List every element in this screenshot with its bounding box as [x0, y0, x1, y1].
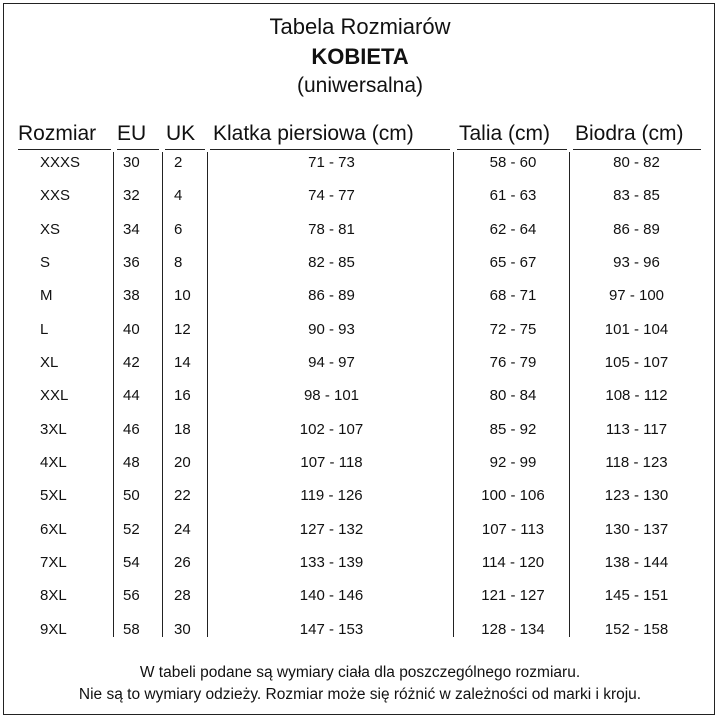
- cell-size: XXL: [40, 387, 69, 405]
- page-subtitle: KOBIETA: [311, 44, 409, 69]
- cell-waist: 72 - 75: [489, 320, 537, 338]
- cell-uk: 14: [174, 353, 191, 371]
- header-waist: Talia (cm): [459, 122, 551, 145]
- cell-waist: 85 - 92: [489, 420, 537, 438]
- cell-chest: 82 - 85: [308, 253, 355, 271]
- cell-eu: 38: [123, 287, 140, 305]
- table-row: [0, 619, 720, 652]
- cell-eu: 36: [123, 253, 140, 271]
- cell-uk: 4: [174, 187, 183, 205]
- cell-hip: 108 - 112: [605, 387, 668, 405]
- cell-uk: 18: [174, 420, 191, 438]
- cell-hip: 113 - 117: [605, 420, 668, 438]
- cell-uk: 10: [174, 287, 191, 305]
- table-row: [0, 352, 720, 385]
- cell-uk: 6: [174, 220, 183, 238]
- cell-uk: 12: [174, 320, 191, 338]
- header-chest: Klatka piersiowa (cm): [213, 122, 414, 145]
- cell-eu: 32: [123, 187, 140, 205]
- cell-chest: 94 - 97: [308, 353, 355, 371]
- table-row: [0, 152, 720, 185]
- cell-size: 3XL: [40, 420, 67, 438]
- cell-hip: 145 - 151: [604, 587, 669, 605]
- cell-uk: 8: [174, 253, 183, 271]
- header-uk: UK: [166, 122, 196, 145]
- cell-eu: 40: [123, 320, 140, 338]
- cell-chest: 133 - 139: [299, 553, 364, 571]
- header-underline: [457, 149, 567, 150]
- cell-chest: 102 - 107: [299, 420, 364, 438]
- footer-note-1: W tabeli podane są wymiary ciała dla poszczególnego rozmiaru.: [139, 664, 581, 681]
- footer-note-2: Nie są to wymiary odzieży. Rozmiar może się różnić w zależności od marki i kroju.: [78, 686, 642, 703]
- cell-uk: 22: [174, 487, 191, 505]
- cell-hip: 130 - 137: [604, 520, 669, 538]
- cell-hip: 138 - 144: [604, 553, 669, 571]
- cell-chest: 78 - 81: [308, 220, 355, 238]
- cell-chest: 71 - 73: [308, 154, 355, 171]
- table-row: [0, 285, 720, 318]
- cell-chest: 119 - 126: [300, 487, 363, 505]
- cell-eu: 54: [123, 553, 140, 571]
- cell-uk: 2: [174, 154, 183, 171]
- table-row: [0, 519, 720, 552]
- header-underline: [573, 149, 701, 150]
- cell-uk: 30: [174, 620, 191, 638]
- cell-size: 8XL: [40, 587, 67, 605]
- cell-hip: 83 - 85: [613, 187, 660, 205]
- cell-eu: 46: [123, 420, 140, 438]
- cell-uk: 20: [174, 453, 191, 471]
- cell-hip: 118 - 123: [605, 453, 668, 471]
- cell-waist: 80 - 84: [489, 387, 537, 405]
- header-underline: [210, 149, 450, 150]
- cell-hip: 105 - 107: [604, 353, 669, 371]
- cell-chest: 98 - 101: [303, 387, 360, 405]
- page-note: (uniwersalna): [296, 74, 424, 97]
- header-underline: [117, 149, 159, 150]
- cell-eu: 42: [123, 353, 140, 371]
- cell-uk: 24: [174, 520, 191, 538]
- size-table-body: [0, 152, 720, 652]
- cell-waist: 76 - 79: [489, 353, 537, 371]
- cell-chest: 140 - 146: [299, 587, 364, 605]
- table-row: [0, 385, 720, 418]
- cell-eu: 34: [123, 220, 140, 238]
- cell-hip: 123 - 130: [604, 487, 669, 505]
- cell-size: L: [40, 320, 49, 338]
- cell-chest: 74 - 77: [308, 187, 355, 205]
- cell-eu: 44: [123, 387, 140, 405]
- cell-waist: 92 - 99: [489, 453, 537, 471]
- cell-hip: 80 - 82: [613, 154, 660, 171]
- cell-size: XL: [40, 353, 59, 371]
- table-row: [0, 219, 720, 252]
- table-row: [0, 252, 720, 285]
- table-row: [0, 185, 720, 218]
- cell-uk: 28: [174, 587, 191, 605]
- cell-eu: 52: [123, 520, 140, 538]
- cell-waist: 68 - 71: [489, 287, 537, 305]
- cell-size: M: [40, 287, 53, 305]
- cell-waist: 65 - 67: [489, 253, 537, 271]
- cell-eu: 58: [123, 620, 140, 638]
- cell-waist: 107 - 113: [481, 520, 545, 538]
- table-row: [0, 585, 720, 618]
- cell-hip: 86 - 89: [613, 220, 660, 238]
- cell-chest: 107 - 118: [300, 453, 363, 471]
- cell-size: 9XL: [40, 620, 67, 638]
- table-row: [0, 452, 720, 485]
- cell-waist: 121 - 127: [481, 587, 545, 605]
- cell-waist: 100 - 106: [481, 487, 545, 505]
- cell-chest: 90 - 93: [308, 320, 355, 338]
- cell-eu: 48: [123, 453, 140, 471]
- cell-size: XS: [40, 220, 61, 238]
- cell-chest: 127 - 132: [299, 520, 364, 538]
- cell-size: XXXS: [40, 154, 81, 171]
- cell-chest: 147 - 153: [299, 620, 364, 638]
- table-row: [0, 319, 720, 352]
- cell-chest: 86 - 89: [308, 287, 355, 305]
- cell-waist: 128 - 134: [481, 620, 545, 638]
- cell-size: 7XL: [40, 553, 67, 571]
- header-eu: EU: [117, 122, 147, 145]
- cell-hip: 152 - 158: [604, 620, 669, 638]
- cell-eu: 56: [123, 587, 140, 605]
- cell-waist: 61 - 63: [489, 187, 537, 205]
- cell-size: 6XL: [40, 520, 67, 538]
- cell-waist: 114 - 120: [481, 553, 545, 571]
- page-title: Tabela Rozmiarów: [269, 14, 451, 39]
- cell-size: 5XL: [40, 487, 67, 505]
- table-row: [0, 485, 720, 518]
- cell-size: XXS: [40, 187, 71, 205]
- cell-hip: 101 - 104: [604, 320, 669, 338]
- cell-waist: 58 - 60: [489, 154, 537, 171]
- header-underline: [165, 149, 205, 150]
- cell-uk: 16: [174, 387, 191, 405]
- cell-size: 4XL: [40, 453, 67, 471]
- table-row: [0, 419, 720, 452]
- cell-uk: 26: [174, 553, 191, 571]
- cell-hip: 97 - 100: [608, 287, 665, 305]
- cell-waist: 62 - 64: [489, 220, 537, 238]
- table-row: [0, 552, 720, 585]
- cell-eu: 30: [123, 154, 140, 171]
- header-underline: [18, 149, 111, 150]
- cell-size: S: [40, 253, 51, 271]
- cell-eu: 50: [123, 487, 140, 505]
- header-hip: Biodra (cm): [575, 122, 684, 145]
- header-size: Rozmiar: [18, 122, 97, 145]
- cell-hip: 93 - 96: [613, 253, 660, 271]
